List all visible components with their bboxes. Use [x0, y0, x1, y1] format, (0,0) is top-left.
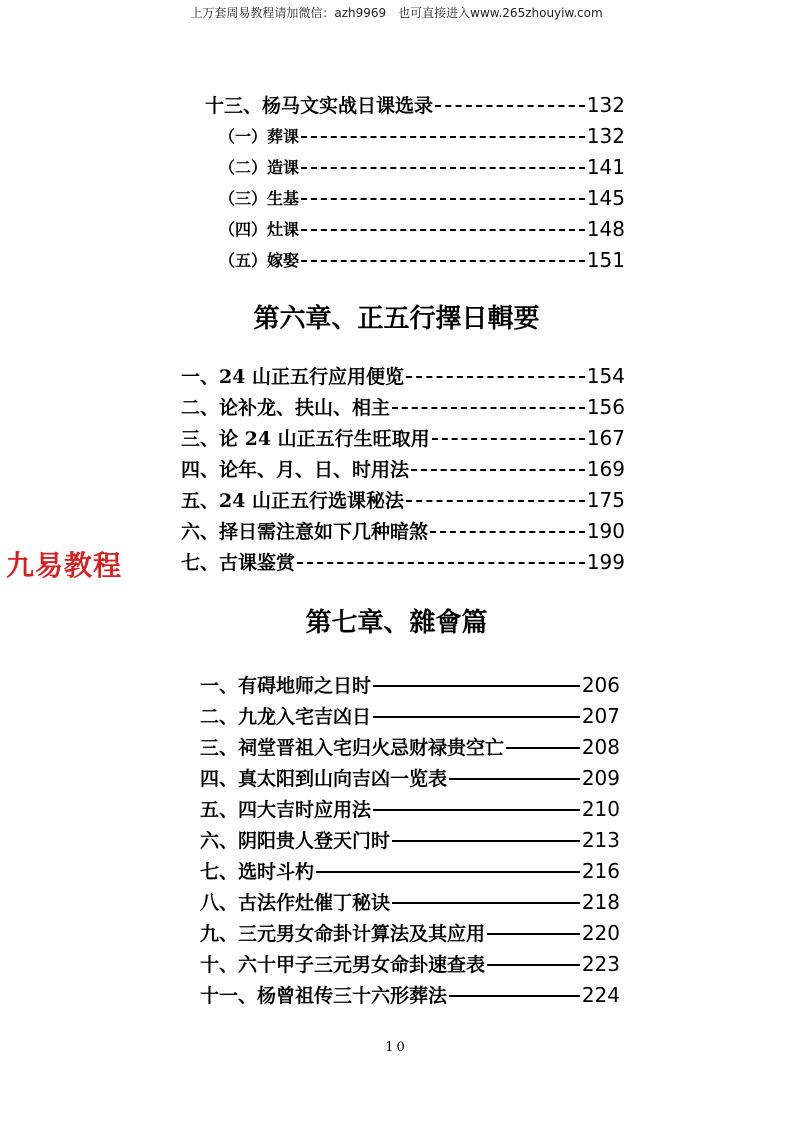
header-note: 上万套周易教程请加微信：azh9969 也可直接进入www.265zhouyiw.com	[190, 6, 603, 20]
toc-leader-line	[449, 778, 580, 780]
toc-entry	[181, 453, 625, 484]
toc-entry-page: 141	[586, 154, 625, 179]
toc-leader-line	[392, 902, 580, 904]
toc-entry-page: 218	[581, 889, 620, 914]
toc-entry-page: 145	[586, 185, 625, 210]
toc-leader-line	[373, 809, 580, 811]
toc-entry	[200, 824, 620, 855]
toc-leader-line	[297, 562, 585, 564]
toc-entry	[205, 151, 625, 182]
toc-entry-page: 132	[586, 123, 625, 148]
toc-entry	[205, 213, 625, 244]
toc-entry	[205, 120, 625, 151]
toc-entry-page: 210	[581, 796, 620, 821]
toc-leader-line	[373, 685, 580, 687]
toc-entry-title: 一、24 山正五行应用便览	[181, 366, 405, 388]
toc-entry	[200, 855, 620, 886]
toc-entry-page: 151	[586, 247, 625, 272]
toc-entry	[205, 244, 625, 275]
toc-entry	[200, 700, 620, 731]
toc-entry-title: （三）生基	[219, 189, 300, 208]
toc-entry-title: 五、四大吉时应用法	[200, 799, 372, 821]
toc-entry-page: 156	[586, 394, 625, 419]
toc-leader-line	[316, 871, 580, 873]
toc-entry-title: 七、古课鉴赏	[181, 552, 296, 574]
toc-entry	[200, 731, 620, 762]
toc-leader-line	[449, 995, 580, 997]
toc-entry-page: 190	[586, 518, 625, 543]
toc-entry	[205, 182, 625, 213]
toc-leader-line	[392, 407, 585, 409]
toc-entry	[200, 917, 620, 948]
toc-entry-title: 四、论年、月、日、时用法	[181, 459, 410, 481]
toc-entry	[205, 89, 625, 120]
toc-entry-title: 九、三元男女命卦计算法及其应用	[200, 923, 486, 945]
toc-leader-line	[506, 747, 580, 749]
toc-entry-title: 三、祠堂晋祖入宅归火忌财禄贵空亡	[200, 737, 505, 759]
toc-entry-title: 二、论补龙、扶山、相主	[181, 397, 391, 419]
toc-entry	[200, 979, 620, 1010]
toc-entry	[181, 515, 625, 546]
toc-entry-title: （二）造课	[219, 158, 300, 177]
toc-entry-page: 208	[581, 734, 620, 759]
toc-entry-page: 213	[581, 827, 620, 852]
toc-entry	[181, 484, 625, 515]
toc-entry-page: 206	[581, 672, 620, 697]
toc-leader-line	[301, 229, 585, 231]
toc-leader-line	[435, 105, 585, 107]
toc-entry-page: 216	[581, 858, 620, 883]
toc-leader-line	[411, 469, 585, 471]
toc-entry-title: 一、有碍地师之日时	[200, 675, 372, 697]
toc-leader-line	[487, 933, 580, 935]
toc-entry-page: 223	[581, 951, 620, 976]
toc-entry-page: 220	[581, 920, 620, 945]
toc-entry-page: 209	[581, 765, 620, 790]
toc-entry-title: （一）葬课	[219, 127, 300, 146]
toc-leader-line	[430, 531, 585, 533]
chapter-7-title: 第七章、雜會篇	[305, 608, 488, 638]
toc-entry	[200, 762, 620, 793]
toc-entry-title: 六、择日需注意如下几种暗煞	[181, 521, 429, 543]
toc-leader-line	[301, 136, 585, 138]
toc-entry	[200, 669, 620, 700]
toc-entry-title: 五、24 山正五行选课秘法	[181, 490, 405, 512]
toc-leader-line	[406, 500, 585, 502]
toc-entry	[181, 422, 625, 453]
toc-leader-line	[373, 716, 580, 718]
toc-entry-title: 十、六十甲子三元男女命卦速查表	[200, 954, 486, 976]
toc-leader-line	[301, 198, 585, 200]
toc-entry-title: 六、阴阳贵人登天门时	[200, 830, 391, 852]
toc-entry	[181, 546, 625, 577]
toc-entry	[200, 793, 620, 824]
page-number: 10	[385, 1040, 408, 1055]
toc-entry-page: 148	[586, 216, 625, 241]
toc-entry-page: 132	[586, 92, 625, 117]
toc-chapter-7	[200, 669, 620, 1010]
toc-entry-page: 207	[581, 703, 620, 728]
toc-entry-title: 十三、杨马文实战日课选录	[205, 95, 434, 117]
toc-entry	[181, 391, 625, 422]
toc-entry-title: 二、九龙入宅吉凶日	[200, 706, 372, 728]
toc-entry	[200, 948, 620, 979]
toc-entry-page: 169	[586, 456, 625, 481]
toc-leader-line	[301, 260, 585, 262]
toc-entry-page: 175	[586, 487, 625, 512]
toc-entry-page: 154	[586, 363, 625, 388]
watermark-logo: 九易教程	[6, 549, 123, 582]
toc-entry-page: 224	[581, 982, 620, 1007]
toc-entry-title: 三、论 24 山正五行生旺取用	[181, 428, 430, 450]
toc-leader-line	[392, 840, 580, 842]
toc-entry-title: 四、真太阳到山向吉凶一览表	[200, 768, 448, 790]
toc-leader-line	[301, 167, 585, 169]
toc-entry	[200, 886, 620, 917]
toc-chapter-6	[181, 360, 625, 577]
toc-leader-line	[406, 376, 585, 378]
toc-leader-line	[487, 964, 580, 966]
toc-entry-page: 167	[586, 425, 625, 450]
toc-entry-title: 八、古法作灶催丁秘诀	[200, 892, 391, 914]
toc-entry-title: （五）嫁娶	[219, 251, 300, 270]
toc-section-13	[205, 89, 625, 275]
chapter-6-title: 第六章、正五行擇日輯要	[253, 304, 540, 334]
toc-entry	[181, 360, 625, 391]
toc-entry-page: 199	[586, 549, 625, 574]
toc-entry-title: 十一、杨曾祖传三十六形葬法	[200, 985, 448, 1007]
toc-leader-line	[432, 438, 585, 440]
toc-entry-title: 七、选时斗杓	[200, 861, 315, 883]
toc-entry-title: （四）灶课	[219, 220, 300, 239]
